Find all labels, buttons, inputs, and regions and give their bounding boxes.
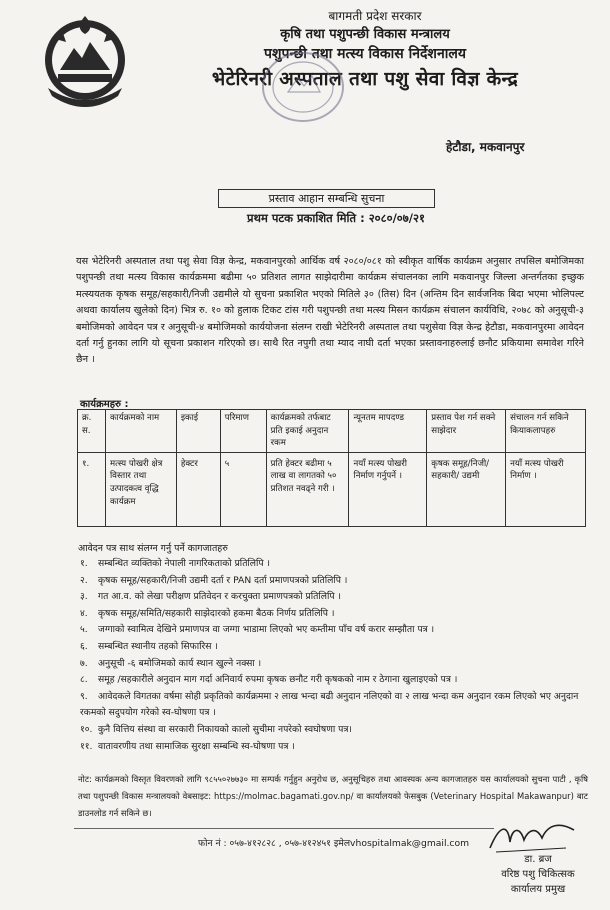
published-date: प्रथम पटक प्रकाशित मिति : २०८०/०७/२१: [247, 211, 425, 225]
signatory-block: [478, 852, 598, 897]
list-item: ७. अनुसूची -६ बमोजिमको कार्य स्थान खुल्ने नक्सा ।: [80, 657, 262, 669]
programs-table: [77, 409, 586, 527]
table-cell: नयाँ मत्स्य पोखरी निर्माण ।: [506, 452, 586, 526]
nepal-government-emblem-icon: [38, 8, 132, 116]
column-header: कार्यक्रमको नाम: [105, 410, 176, 453]
list-item: ६. सम्बन्धित स्थानीय तहको सिफारिस ।: [80, 640, 218, 652]
table-cell: नयाँ मत्स्य पोखरी निर्माण गर्नुपर्ने ।: [349, 452, 427, 526]
office-seal-stamp-icon: [258, 48, 348, 126]
directorate-name: पशुपन्छी तथा मत्स्य विकास निर्देशनालय: [264, 46, 466, 62]
office-name: भेटेरिनरी अस्पताल तथा पशु सेवा विज्ञ केन्द्र: [211, 68, 519, 90]
list-item: ५. जग्गाको स्वामित्व देखिने प्रमाणपत्र वा जग्गा भाडामा लिएको भए कम्तीमा पाँच वर्ष करार सम्झौता पत्र ।: [80, 624, 435, 636]
intro-paragraph: यस भेटेरिनरी अस्पताल तथा पशु सेवा विज्ञ केन्द्र, मकवानपुरको आर्थिक वर्ष २०८०/०८१ को स्वीकृत वार्षिक कार्यक्रम अनुसार तपसिल बमोजिमका पशुपन्छी तथा मत्स्य विकास कार्यक्रममा बढीमा ५० प्रतिशत लागत साझेदारीमा कार्यक्रम संचालनका लागि मकवानपुर जिल्ला अन्तर्गतका इच्छुक मत्स्ययतक कृषक समूह/सहकारी/निजी उद्यमीले यो सुचना प्रकाशित भएको मितिले ३० (तिस) दिन (अन्तिम दिन सार्वजनिक बिदा भएमा भोलिपल्ट अथवा कार्यालय खुलेको दिन) भित्र रु. १० को हुलाक टिकट टांस गरी पशुपन्छी तथा मत्स्य मिसन कार्यक्रम संचालन कार्यविधि, २०७८ को अनुसूची-३ बमोजिमको आवेदन पत्र र अनुसूची-४ बमोजिमको कार्ययोजना संलग्न राखी भेटेरिनरी अस्पताल तथा पशुसेवा विज्ञ केन्द्र हेटौडा, मकवानपुरमा आवेदन दर्ता गर्नु हुनका लागि यो सूचना प्रकाशन गरिएको छ। साथै रित नपुगी तथा म्याद नाघी दर्ता भएका प्रस्तावनाहरुलाई छनौट प्रकियामा समावेश गरिने छैन ।: [76, 256, 584, 366]
list-item: १०. कुनै वित्तिय संस्था वा सरकारी निकायको कालो सुचीमा नपरेको स्वघोषणा पत्र।: [80, 723, 352, 735]
column-header: न्यूनतम मापदण्ड: [349, 410, 427, 453]
notice-title: प्रस्ताव आहान सम्बन्धि सुचना: [218, 189, 435, 208]
province-government: बागमती प्रदेश सरकार: [328, 9, 422, 23]
organization-header: [140, 8, 590, 94]
table-cell: ५: [220, 452, 266, 526]
table-cell: प्रति हेक्टर बढीमा ५ लाख वा लागतको ५० प्रतिशत नवढ्ने गरी ।: [266, 452, 349, 526]
list-item: ८. समूह /सहकारीले अनुदान माग गर्दा अनिवार्य रुपमा कृषक छनौट गरी कृषकको नाम र ठेगाना खुलाइएको पत्र ।: [80, 674, 458, 686]
list-item: १. सम्बन्धित व्यक्तिको नेपाली नागरिकताको प्रतिलिपि ।: [80, 558, 271, 569]
column-header: कार्यक्रमको तर्फबाट प्रति इकाई अनुदान रकम: [266, 410, 349, 453]
column-header: परिमाण: [220, 410, 266, 453]
table-cell: मत्स्य पोखरी क्षेत्र विस्तार तथा उत्पादकत्व वृद्धि कार्यक्रम: [105, 452, 176, 526]
column-header: संचालन गर्न सकिने कियाकलापहरु: [506, 410, 586, 453]
programs-label: कार्यक्रमहरु :: [80, 399, 129, 410]
column-header: इकाई: [176, 410, 220, 453]
column-header: प्रस्ताव पेश गर्न सक्ने साझेदार: [427, 410, 506, 453]
table-header-row: [78, 410, 586, 453]
list-item: ११. वातावरणीय तथा सामाजिक सुरक्षा सम्बन्धि स्व-घोषणा पत्र ।: [80, 740, 295, 752]
table-cell: कृषक समूह/निजी/सहकारी/ उद्यमी: [427, 452, 506, 526]
contact-info: फोन नं : ०५७-४१२८२८ , ०५७-४१२४५१ इमेलvhospitalmak@gmail.com: [198, 838, 470, 849]
list-item: ३. गत आ.व. को लेखा परीक्षण प्रतिवेदन र करचुक्ता प्रमाणपत्रको प्रतिलिपि ।: [80, 591, 341, 603]
ministry-name: कृषि तथा पशुपन्छी विकास मन्त्रालय: [280, 27, 450, 42]
signatory-name: डा. ब्रज: [524, 854, 552, 865]
signatory-office: कार्यालय प्रमुख: [510, 884, 566, 895]
list-item: २. कृषक समूह/सहकारी/निजी उद्यमी दर्ता र PAN दर्ता प्रमाणपत्रको प्रतिलिपि ।: [80, 574, 348, 586]
documents-title: आवेदन पत्र साथ संलग्न गर्नु पर्ने कागजातहरु: [78, 543, 228, 554]
note-paragraph: नोट: कार्यक्रमको विस्तृत विवरणको लागि ९८५५०२७७३० मा सम्पर्क गर्नुहुन अनुरोध छ, अनुसूचिहरु तथा आवस्यक अन्य कागजातहरु यस कार्यालयको सुचना पाटी , कृषि तथा पशुपन्छी विकास मन्त्रालयको वेबसाइट: https://molmac.bagamati.gov.np/ वा कार्यालयको फेसबुक (Veterinary Hospital Makawanpur) बाट डाउनलोड गर्न सकिने छ।: [78, 774, 588, 818]
table-cell: १.: [78, 452, 106, 526]
office-location: हेटौडा, मकवानपुर: [446, 140, 525, 154]
list-item: ४. कृषक समूह/समिति/सहकारी साझेदारको हकमा बैठक निर्णय प्रतिलिपि ।: [80, 607, 335, 619]
signatory-title: वरिष्ठ पशु चिकित्सक: [501, 869, 575, 880]
documents-list: [80, 556, 588, 755]
list-item: ९. आवेदकले विगतका वर्षमा सोही प्रकृतिको कार्यक्रममा २ लाख भन्दा बढी अनुदान नलिएको वा २ लाख भन्दा कम अनुदान रकम लिएको भए अनुदान रकमको सदुपयोग गरेको स्व-घोषणा पत्र ।: [80, 690, 579, 719]
table-row: [78, 452, 586, 526]
footer-divider: [74, 828, 494, 829]
table-cell: हेक्टर: [176, 452, 220, 526]
column-header: क्र. स.: [78, 410, 106, 453]
